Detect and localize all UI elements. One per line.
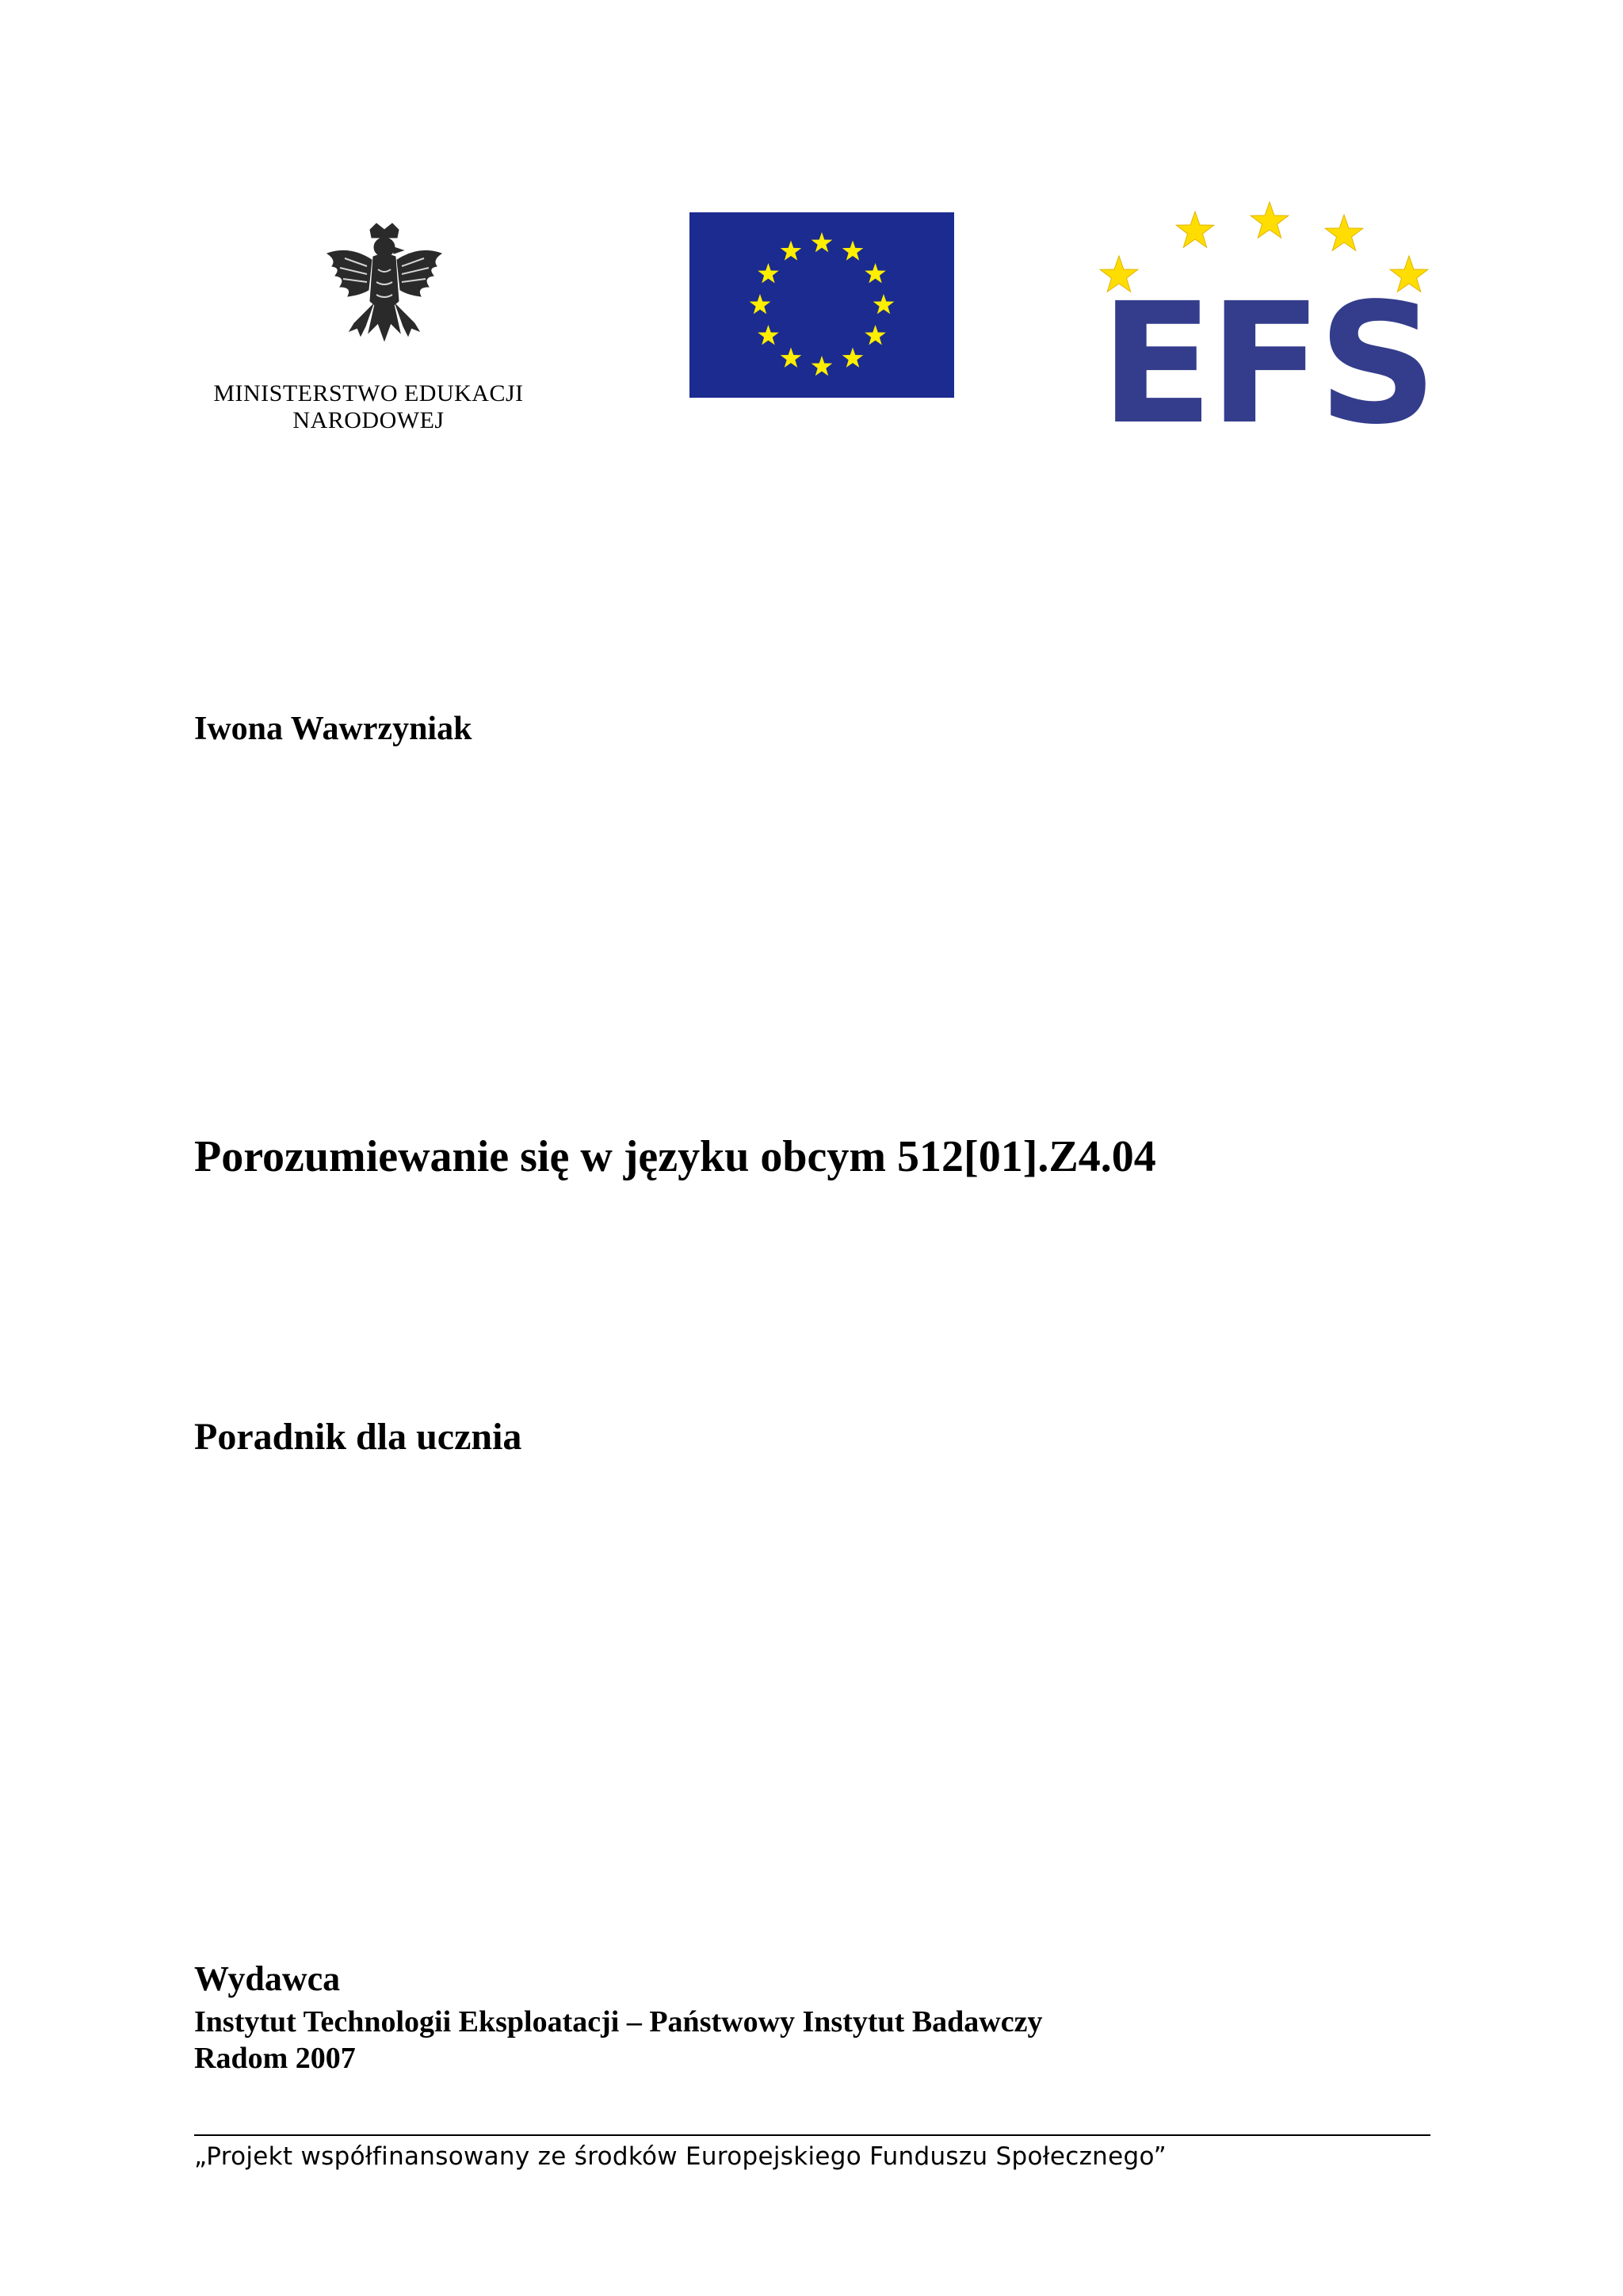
- ministry-name-line1: MINISTERSTWO EDUKACJI: [213, 380, 524, 406]
- footer-note: „Projekt współfinansowany ze środków Europejskiego Funduszu Społecznego”: [194, 2142, 1167, 2171]
- efs-star-icon: [1251, 202, 1289, 238]
- efs-star-icon: [1325, 215, 1363, 250]
- efs-logo: [1094, 198, 1442, 436]
- ministry-name-line2: NARODOWEJ: [292, 407, 445, 433]
- document-title: Porozumiewanie się w języku obcym 512[01].Z4.04: [194, 1132, 1156, 1181]
- eu-flag: [689, 212, 954, 398]
- efs-star-icon: [1176, 212, 1214, 247]
- footer-divider: [194, 2134, 1430, 2136]
- efs-wordmark: EFS: [1099, 267, 1434, 436]
- polish-eagle-emblem-icon: [321, 222, 448, 364]
- publisher-place-year: Radom 2007: [194, 2042, 356, 2075]
- document-subtitle: Poradnik dla ucznia: [194, 1416, 522, 1458]
- author-name: Iwona Wawrzyniak: [194, 711, 472, 747]
- publisher-name: Instytut Technologii Eksploatacji – Państwowy Instytut Badawczy: [194, 2005, 1043, 2039]
- ministry-logo: [194, 222, 543, 452]
- efs-logo-icon: [1094, 198, 1442, 436]
- publisher-heading: Wydawca: [194, 1959, 341, 1998]
- eu-flag-icon: [689, 212, 954, 398]
